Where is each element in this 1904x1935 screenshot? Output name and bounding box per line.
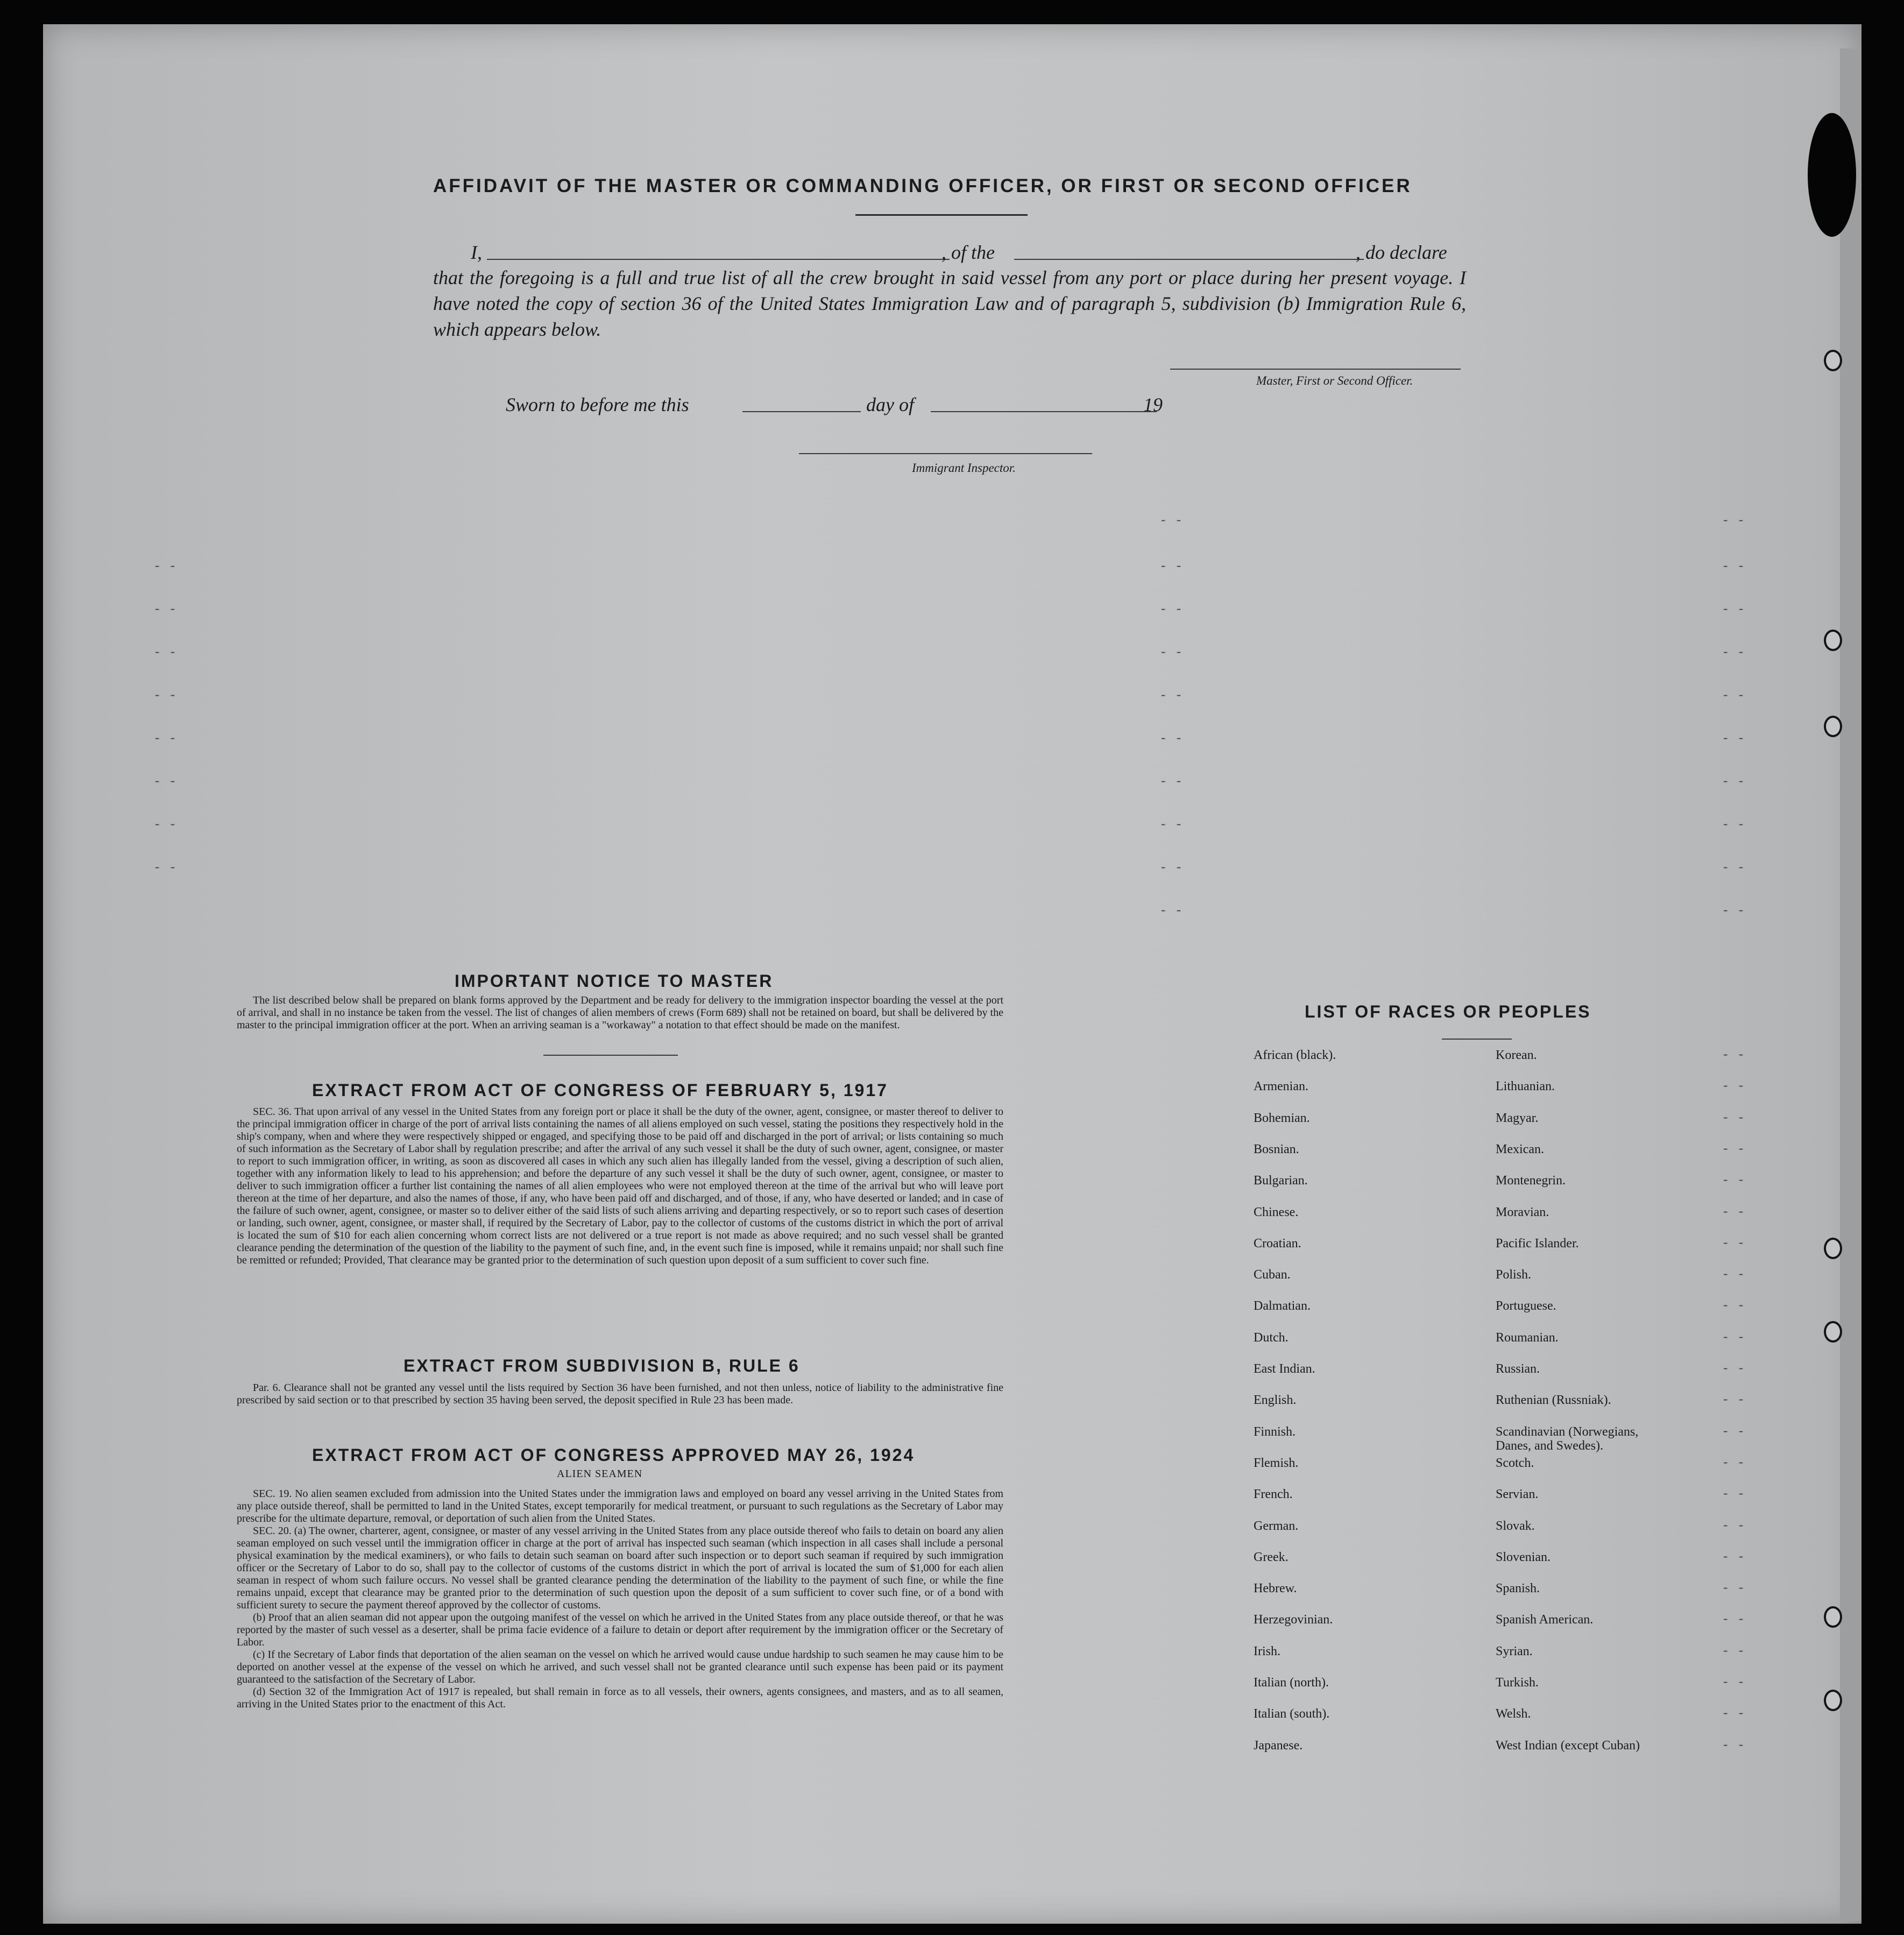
ruling-mark: - - bbox=[1722, 818, 1745, 832]
races-title: LIST OF RACES OR PEOPLES bbox=[1305, 1002, 1591, 1021]
declaration-declare: , do declare bbox=[1356, 242, 1447, 263]
inspector-label: Immigrant Inspector. bbox=[912, 461, 1016, 475]
ruling-mark: - - bbox=[1159, 775, 1183, 789]
race-item: Armenian. bbox=[1254, 1079, 1308, 1094]
ruling-mark: - - bbox=[1159, 560, 1183, 574]
race-item: Portuguese. bbox=[1496, 1299, 1556, 1313]
race-item: Korean. bbox=[1496, 1048, 1537, 1062]
race-item: Bohemian. bbox=[1254, 1111, 1310, 1125]
ruling-mark: - - bbox=[1722, 1519, 1745, 1534]
ruling-mark: - - bbox=[1722, 689, 1745, 703]
sworn-day-blank bbox=[742, 411, 861, 412]
race-item: Moravian. bbox=[1496, 1205, 1549, 1219]
punch-hole bbox=[1824, 1321, 1842, 1343]
ruling-mark: - - bbox=[153, 861, 177, 875]
ruling-mark: - - bbox=[1159, 818, 1183, 832]
punch-hole bbox=[1824, 716, 1842, 737]
race-item: Roumanian. bbox=[1496, 1330, 1559, 1345]
ruling-mark: - - bbox=[1722, 514, 1745, 528]
race-item: Welsh. bbox=[1496, 1707, 1531, 1721]
race-item: Spanish. bbox=[1496, 1581, 1540, 1596]
ruling-mark: - - bbox=[1159, 646, 1183, 660]
sworn-month-blank bbox=[931, 411, 1157, 412]
race-item: Slovak. bbox=[1496, 1519, 1535, 1533]
ruling-mark: - - bbox=[1722, 1174, 1745, 1189]
ruling-mark: - - bbox=[1722, 1487, 1745, 1502]
master-label: Master, First or Second Officer. bbox=[1256, 374, 1413, 387]
ruling-mark: - - bbox=[1722, 775, 1745, 789]
race-item: Japanese. bbox=[1254, 1738, 1303, 1753]
sworn-year: 19 bbox=[1143, 394, 1163, 415]
ruling-mark: - - bbox=[1722, 560, 1745, 574]
ruling-mark: - - bbox=[1722, 1707, 1745, 1722]
race-item: Croatian. bbox=[1254, 1236, 1301, 1251]
race-item: Mexican. bbox=[1496, 1142, 1544, 1156]
ruling-mark: - - bbox=[153, 732, 177, 746]
notice-title: IMPORTANT NOTICE TO MASTER bbox=[455, 971, 774, 991]
race-item: Lithuanian. bbox=[1496, 1079, 1555, 1094]
ruling-mark: - - bbox=[153, 646, 177, 660]
ruling-mark: - - bbox=[153, 689, 177, 703]
affidavit-title: AFFIDAVIT OF THE MASTER OR COMMANDING OFFICER, OR FIRST OR SECOND OFFICER bbox=[433, 175, 1412, 196]
ruling-mark: - - bbox=[1722, 1550, 1745, 1565]
race-item: German. bbox=[1254, 1519, 1299, 1533]
name-blank bbox=[487, 259, 950, 260]
punch-hole bbox=[1824, 350, 1842, 371]
race-item: Bosnian. bbox=[1254, 1142, 1299, 1156]
race-item: West Indian (except Cuban) bbox=[1496, 1738, 1640, 1753]
race-item: Turkish. bbox=[1496, 1676, 1539, 1690]
ruling-mark: - - bbox=[153, 818, 177, 832]
sworn-prefix: Sworn to before me this bbox=[506, 394, 689, 415]
race-item: Scotch. bbox=[1496, 1456, 1534, 1470]
race-item: Hebrew. bbox=[1254, 1581, 1297, 1596]
race-item: Scandinavian (Norwegians, Danes, and Swedes). bbox=[1496, 1424, 1639, 1453]
declaration-i: I, bbox=[471, 242, 482, 263]
title-rule bbox=[855, 214, 1028, 216]
race-item: Italian (south). bbox=[1254, 1707, 1330, 1721]
ruling-mark: - - bbox=[1722, 1142, 1745, 1157]
race-item: Irish. bbox=[1254, 1644, 1280, 1658]
race-item: Polish. bbox=[1496, 1268, 1532, 1282]
extract-1924-body bbox=[237, 1488, 1003, 1711]
ruling-mark: - - bbox=[1722, 646, 1745, 660]
race-item: Finnish. bbox=[1254, 1424, 1296, 1439]
ruling-mark: - - bbox=[1722, 1048, 1745, 1063]
ruling-mark: - - bbox=[153, 775, 177, 789]
punch-hole bbox=[1824, 1238, 1842, 1259]
race-item: East Indian. bbox=[1254, 1362, 1315, 1376]
ruling-mark: - - bbox=[1159, 904, 1183, 919]
race-item: French. bbox=[1254, 1487, 1293, 1502]
race-item: Montenegrin. bbox=[1496, 1174, 1566, 1188]
ruling-mark: - - bbox=[1722, 1362, 1745, 1376]
ruling-mark: - - bbox=[1722, 861, 1745, 875]
torn-edge-blot bbox=[1808, 113, 1856, 237]
ruling-mark: - - bbox=[153, 603, 177, 617]
section-rule bbox=[543, 1055, 678, 1056]
ruling-mark: - - bbox=[1722, 1268, 1745, 1283]
ruling-mark: - - bbox=[1722, 1644, 1745, 1659]
race-item: Bulgarian. bbox=[1254, 1174, 1308, 1188]
extract-1917-text: SEC. 36. That upon arrival of any vessel in the United States from any foreign port or place it shall be the duty of the owner, agent, consignee, or master thereof to deliver to the principal immigration officer in charge of the port of arrival lists containing the names of all aliens employed on such vessel, stating the positions they respectively hold in the ship's company, when and where they were respectively shipped or engaged, and specifying those to be paid off and discharged in the port of arrival; or lists containing so much of such information as the Secretary of Labor shall by regulation prescribe; and after the arrival of any such vessel it shall be the duty of such owner, agent, consignee, or master to report to such immigration officer, in writing, as soon as discovered all cases in which any such alien has illegally landed from the vessel, giving a description of such alien, together with any information likely to lead to his apprehension; and before the departure of any such vessel it shall be the duty of such owner, agent, consignee, or master to deliver to such immigration officer a further list containing the names of all alien employees who were not employed thereon at the time of the arrival but who will leave port thereon at the time of her departure, and also the names of those, if any, who have been paid off and discharged, and of those, if any, who have deserted or landed; and in case of the failure of such owner, agent, consignee, or master so to deliver either of the said lists of such aliens arriving and departing respectively, or so to report such cases of desertion or landing, such owner, agent, consignee, or master shall, if required by the Secretary of Labor, pay to the collector of customs of the customs district in which the port of arrival is located the sum of $10 for each alien concerning whom correct lists are not delivered or a true report is not made as above required; and no such vessel shall be granted clearance pending the determination of the question of the liability to the payment of such fine, and, in the event such fine is imposed, while it remains unpaid; nor shall such fine be remitted or refunded; Provided, That clearance may be granted prior to the determination of such question upon deposit of a sum sufficient to cover such fine. bbox=[237, 1106, 1003, 1266]
race-item: Chinese. bbox=[1254, 1205, 1299, 1219]
ruling-mark: - - bbox=[1722, 1738, 1745, 1753]
ruling-mark: - - bbox=[1722, 1330, 1745, 1345]
ruling-mark: - - bbox=[1722, 603, 1745, 617]
race-item: Magyar. bbox=[1496, 1111, 1539, 1125]
ruling-mark: - - bbox=[1159, 514, 1183, 528]
extract-1924-sec19: SEC. 19. No alien seamen excluded from admission into the United States under the immigration laws and employed on board any vessel arriving in the United States from any place outside thereof, shall be permitted to land in the United States, except temporarily for medical treatment, or pursuant to such regulations as the Secretary of Labor may prescribe for the ultimate departure, removal, or deportation of such alien from the United States. bbox=[237, 1488, 1003, 1524]
extract-1924-sec20a: SEC. 20. (a) The owner, charterer, agent, consignee, or master of any vessel arriving in the United States from any place outside thereof who fails to detain on board any alien seaman employed on such vessel until the immigration officer in charge at the port of arrival has inspected such seaman (which inspection in all cases shall include a personal physical examination by the medical examiners), or who fails to detain such seaman on board after such inspection or to deport such seaman if required by such immigration officer or the Secretary of Labor to do so, shall pay to the collector of customs of the customs district in which the port of arrival is located the sum of $1,000 for each alien seaman in respect of whom such failure occurs. No vessel shall be granted clearance pending the determination of the liability to the payment of such fine, or while the fine remains unpaid, except that clearance may be granted prior to the determination of such question upon the deposit of a sum sufficient to cover such fine, or of a bond with sufficient surety to secure the payment thereof approved by the collector of customs. bbox=[237, 1525, 1003, 1611]
extract-1924-sec20c: (c) If the Secretary of Labor finds that deportation of the alien seaman on the vessel on which he arrived would cause undue hardship to such seamen he may cause him to be deported on another vessel at the expense of the vessel on which he arrived, and such vessel shall not be granted clearance until such expense has been paid or its payment guaranteed to the satisfaction of the Secretary of Labor. bbox=[237, 1649, 1003, 1685]
ruling-mark: - - bbox=[1722, 732, 1745, 746]
extract-1924-title: EXTRACT FROM ACT OF CONGRESS APPROVED MAY 26, 1924 bbox=[312, 1445, 915, 1465]
declaration-line bbox=[471, 239, 1466, 266]
extract-1917-title: EXTRACT FROM ACT OF CONGRESS OF FEBRUARY 5, 1917 bbox=[312, 1081, 888, 1100]
inspector-signature-line bbox=[799, 453, 1092, 454]
punch-hole bbox=[1824, 1690, 1842, 1711]
ruling-mark: - - bbox=[1722, 1111, 1745, 1126]
ruling-mark: - - bbox=[1159, 603, 1183, 617]
master-signature-line bbox=[1170, 369, 1461, 370]
ruling-mark: - - bbox=[1159, 732, 1183, 746]
race-item: Spanish American. bbox=[1496, 1613, 1594, 1627]
ruling-mark: - - bbox=[1159, 861, 1183, 875]
race-item: Russian. bbox=[1496, 1362, 1540, 1376]
ruling-mark: - - bbox=[1722, 1424, 1745, 1439]
ruling-mark: - - bbox=[1722, 1079, 1745, 1094]
race-item: Cuban. bbox=[1254, 1268, 1291, 1282]
race-item: Italian (north). bbox=[1254, 1676, 1329, 1690]
ruling-mark: - - bbox=[1722, 1393, 1745, 1408]
ruling-mark: - - bbox=[153, 560, 177, 574]
ruling-mark: - - bbox=[1159, 689, 1183, 703]
extract-1924-sec20d: (d) Section 32 of the Immigration Act of 1917 is repealed, but shall remain in force as to all vessels, their owners, agents consignees, and masters, and as to all seamen, arriving in the United States prior to the enactment of this Act. bbox=[237, 1686, 1003, 1710]
races-rule bbox=[1442, 1039, 1512, 1040]
race-item: Syrian. bbox=[1496, 1644, 1533, 1658]
ruling-mark: - - bbox=[1722, 1456, 1745, 1471]
race-item: English. bbox=[1254, 1393, 1297, 1408]
ruling-mark: - - bbox=[1722, 1581, 1745, 1597]
race-item: Dalmatian. bbox=[1254, 1299, 1311, 1313]
race-item: Ruthenian (Russniak). bbox=[1496, 1393, 1611, 1408]
race-item: Servian. bbox=[1496, 1487, 1539, 1502]
race-item: Greek. bbox=[1254, 1550, 1289, 1564]
race-item: Herzegovinian. bbox=[1254, 1613, 1333, 1627]
sworn-line bbox=[506, 392, 1205, 419]
ruling-mark: - - bbox=[1722, 904, 1745, 919]
sworn-day-of: day of bbox=[866, 394, 914, 415]
declaration-of-the: , of the bbox=[942, 242, 995, 263]
extract-rule6-title: EXTRACT FROM SUBDIVISION B, RULE 6 bbox=[404, 1356, 800, 1375]
ruling-mark: - - bbox=[1722, 1613, 1745, 1628]
extract-1924-subtitle: ALIEN SEAMEN bbox=[557, 1468, 643, 1480]
race-item: Flemish. bbox=[1254, 1456, 1299, 1470]
vessel-blank bbox=[1014, 259, 1364, 260]
race-item: Pacific Islander. bbox=[1496, 1236, 1579, 1251]
race-item: Dutch. bbox=[1254, 1330, 1289, 1345]
ruling-mark: - - bbox=[1722, 1299, 1745, 1314]
notice-text: The list described below shall be prepared on blank forms approved by the Department and be ready for delivery to the immigration inspector boarding the vessel at the port of arrival, and shall in no instance be taken from the vessel. The list of changes of alien members of crews (Form 689) shall not be retained on board, but shall be delivered by the master to the principal immigration officer at the port. When an arriving seaman is a "workaway" a notation to that effect should be made on the manifest. bbox=[237, 994, 1003, 1031]
page-edge bbox=[1840, 48, 1860, 1921]
punch-hole bbox=[1824, 630, 1842, 651]
punch-hole bbox=[1824, 1606, 1842, 1628]
ruling-mark: - - bbox=[1722, 1236, 1745, 1251]
extract-1924-sec20b: (b) Proof that an alien seaman did not appear upon the outgoing manifest of the vessel on which he arrived in the United States from any place outside thereof, or that he was reported by the master of such vessel as a deserter, shall be prima facie evidence of a failure to detain or deport after requirement by the immigration officer or the Secretary of Labor. bbox=[237, 1612, 1003, 1648]
extract-rule6-text: Par. 6. Clearance shall not be granted any vessel until the lists required by Section 36 have been furnished, and not then unless, notice of liability to the administrative fine prescribed by said section or to that prescribed by section 35 having been served, the deposit specified in Rule 23 has been made. bbox=[237, 1382, 1003, 1406]
declaration-body: that the foregoing is a full and true list of all the crew brought in said vessel from any port or place during her present voyage. I have noted the copy of section 36 of the United States Immigration Law and of paragraph 5, subdivision (b) Immigration Rule 6, which appears below. bbox=[433, 267, 1466, 340]
race-item: African (black). bbox=[1254, 1048, 1336, 1062]
ruling-mark: - - bbox=[1722, 1676, 1745, 1690]
ruling-mark: - - bbox=[1722, 1205, 1745, 1220]
race-item: Slovenian. bbox=[1496, 1550, 1551, 1564]
